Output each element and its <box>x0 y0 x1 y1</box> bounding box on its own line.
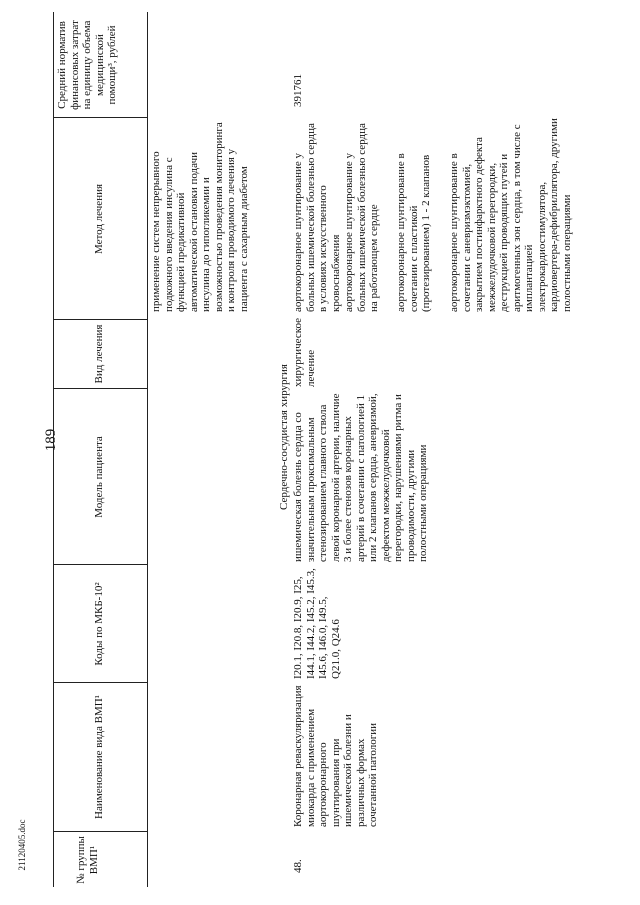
col-divider-4 <box>53 388 147 389</box>
header-patient-model: Модель пациента <box>93 436 105 518</box>
col-divider-3 <box>53 564 147 565</box>
col-divider-2 <box>53 682 147 683</box>
header-treatment-type: Вид лечения <box>93 324 105 384</box>
header-group-no: № группы ВМП¹ <box>75 836 100 884</box>
continuation-method: применение систем непрерывного подкожного введения инсулина с функцией предикативной автоматической остановки подачи инсулина до гипогликемии и возможностью проведения мониторинга и контроля проводимого лечения у пациента с сахарным диабетом <box>150 122 250 312</box>
header-cost: Средний норматив финансовых затрат на единицу объема медицинской помощи³, рублей <box>56 20 118 110</box>
header-treatment-method: Метод лечения <box>93 183 105 255</box>
header-bottom-line <box>147 12 148 887</box>
header-vmp-name: Наименование вида ВМП¹ <box>93 695 105 819</box>
row-cost: 391761 <box>292 74 304 107</box>
footer-filename: 21120405.doc <box>17 819 27 871</box>
col-divider-6 <box>53 117 147 118</box>
row-method-1: аортокоронарное шунтирование у больных ишемической болезнью сердца в условиях искусственного кровоснабжения <box>292 123 342 312</box>
page-number: 189 <box>43 428 59 452</box>
row-treatment-type: хирургическое лечение <box>292 317 317 387</box>
row-vmp-name: Коронарная реваскуляризация миокарда с применением аортокоронарного шунтирования при ишемической болезни и различных формах сочетанной патологии <box>292 685 379 827</box>
rotated-table <box>20 12 610 887</box>
col-divider-5 <box>53 319 147 320</box>
row-method-2: аортокоронарное шунтирование у больных ишемической болезнью сердца на работающем сердце <box>343 123 380 312</box>
row-patient-model: ишемическая болезнь сердца со значительным проксимальным стенозированием главного ствола левой коронарной артерии, наличие 3 и более стенозов коронарных артерий в сочетании с патологией 1 или 2 клапанов сердца, аневризмой, дефектом межжелудочковой перегородки, нарушениями ритма и проводимости, другими полостными операциями <box>292 393 429 562</box>
col-divider-1 <box>53 831 147 832</box>
row-codes: I20.1, I20.8, I20.9, I25, I44.1, I44.2, I45.2, I45.3, I45.6, I46.0, I49.5, Q21.0, Q24.6 <box>292 568 342 679</box>
section-title: Сердечно-сосудистая хирургия <box>278 364 290 510</box>
table-top-line <box>53 12 54 887</box>
row-number: 48. <box>292 859 304 873</box>
row-method-4: аортокоронарное шунтирование в сочетании с аневризмэктомией, закрытием постинфарктного дефекта межжелудочковой перегородки, деструкцией проводящих путей и аритмогенных зон сердца, в том числе с имплантацией электрокардиостимулятора, кардиовертера-дефибриллятора, другими полостными операциями <box>448 118 573 312</box>
row-method-3: аортокоронарное шунтирование в сочетании с пластикой (протезированием) 1 - 2 клапанов <box>395 153 432 312</box>
header-mkb-codes: Коды по МКБ-10² <box>93 582 105 666</box>
